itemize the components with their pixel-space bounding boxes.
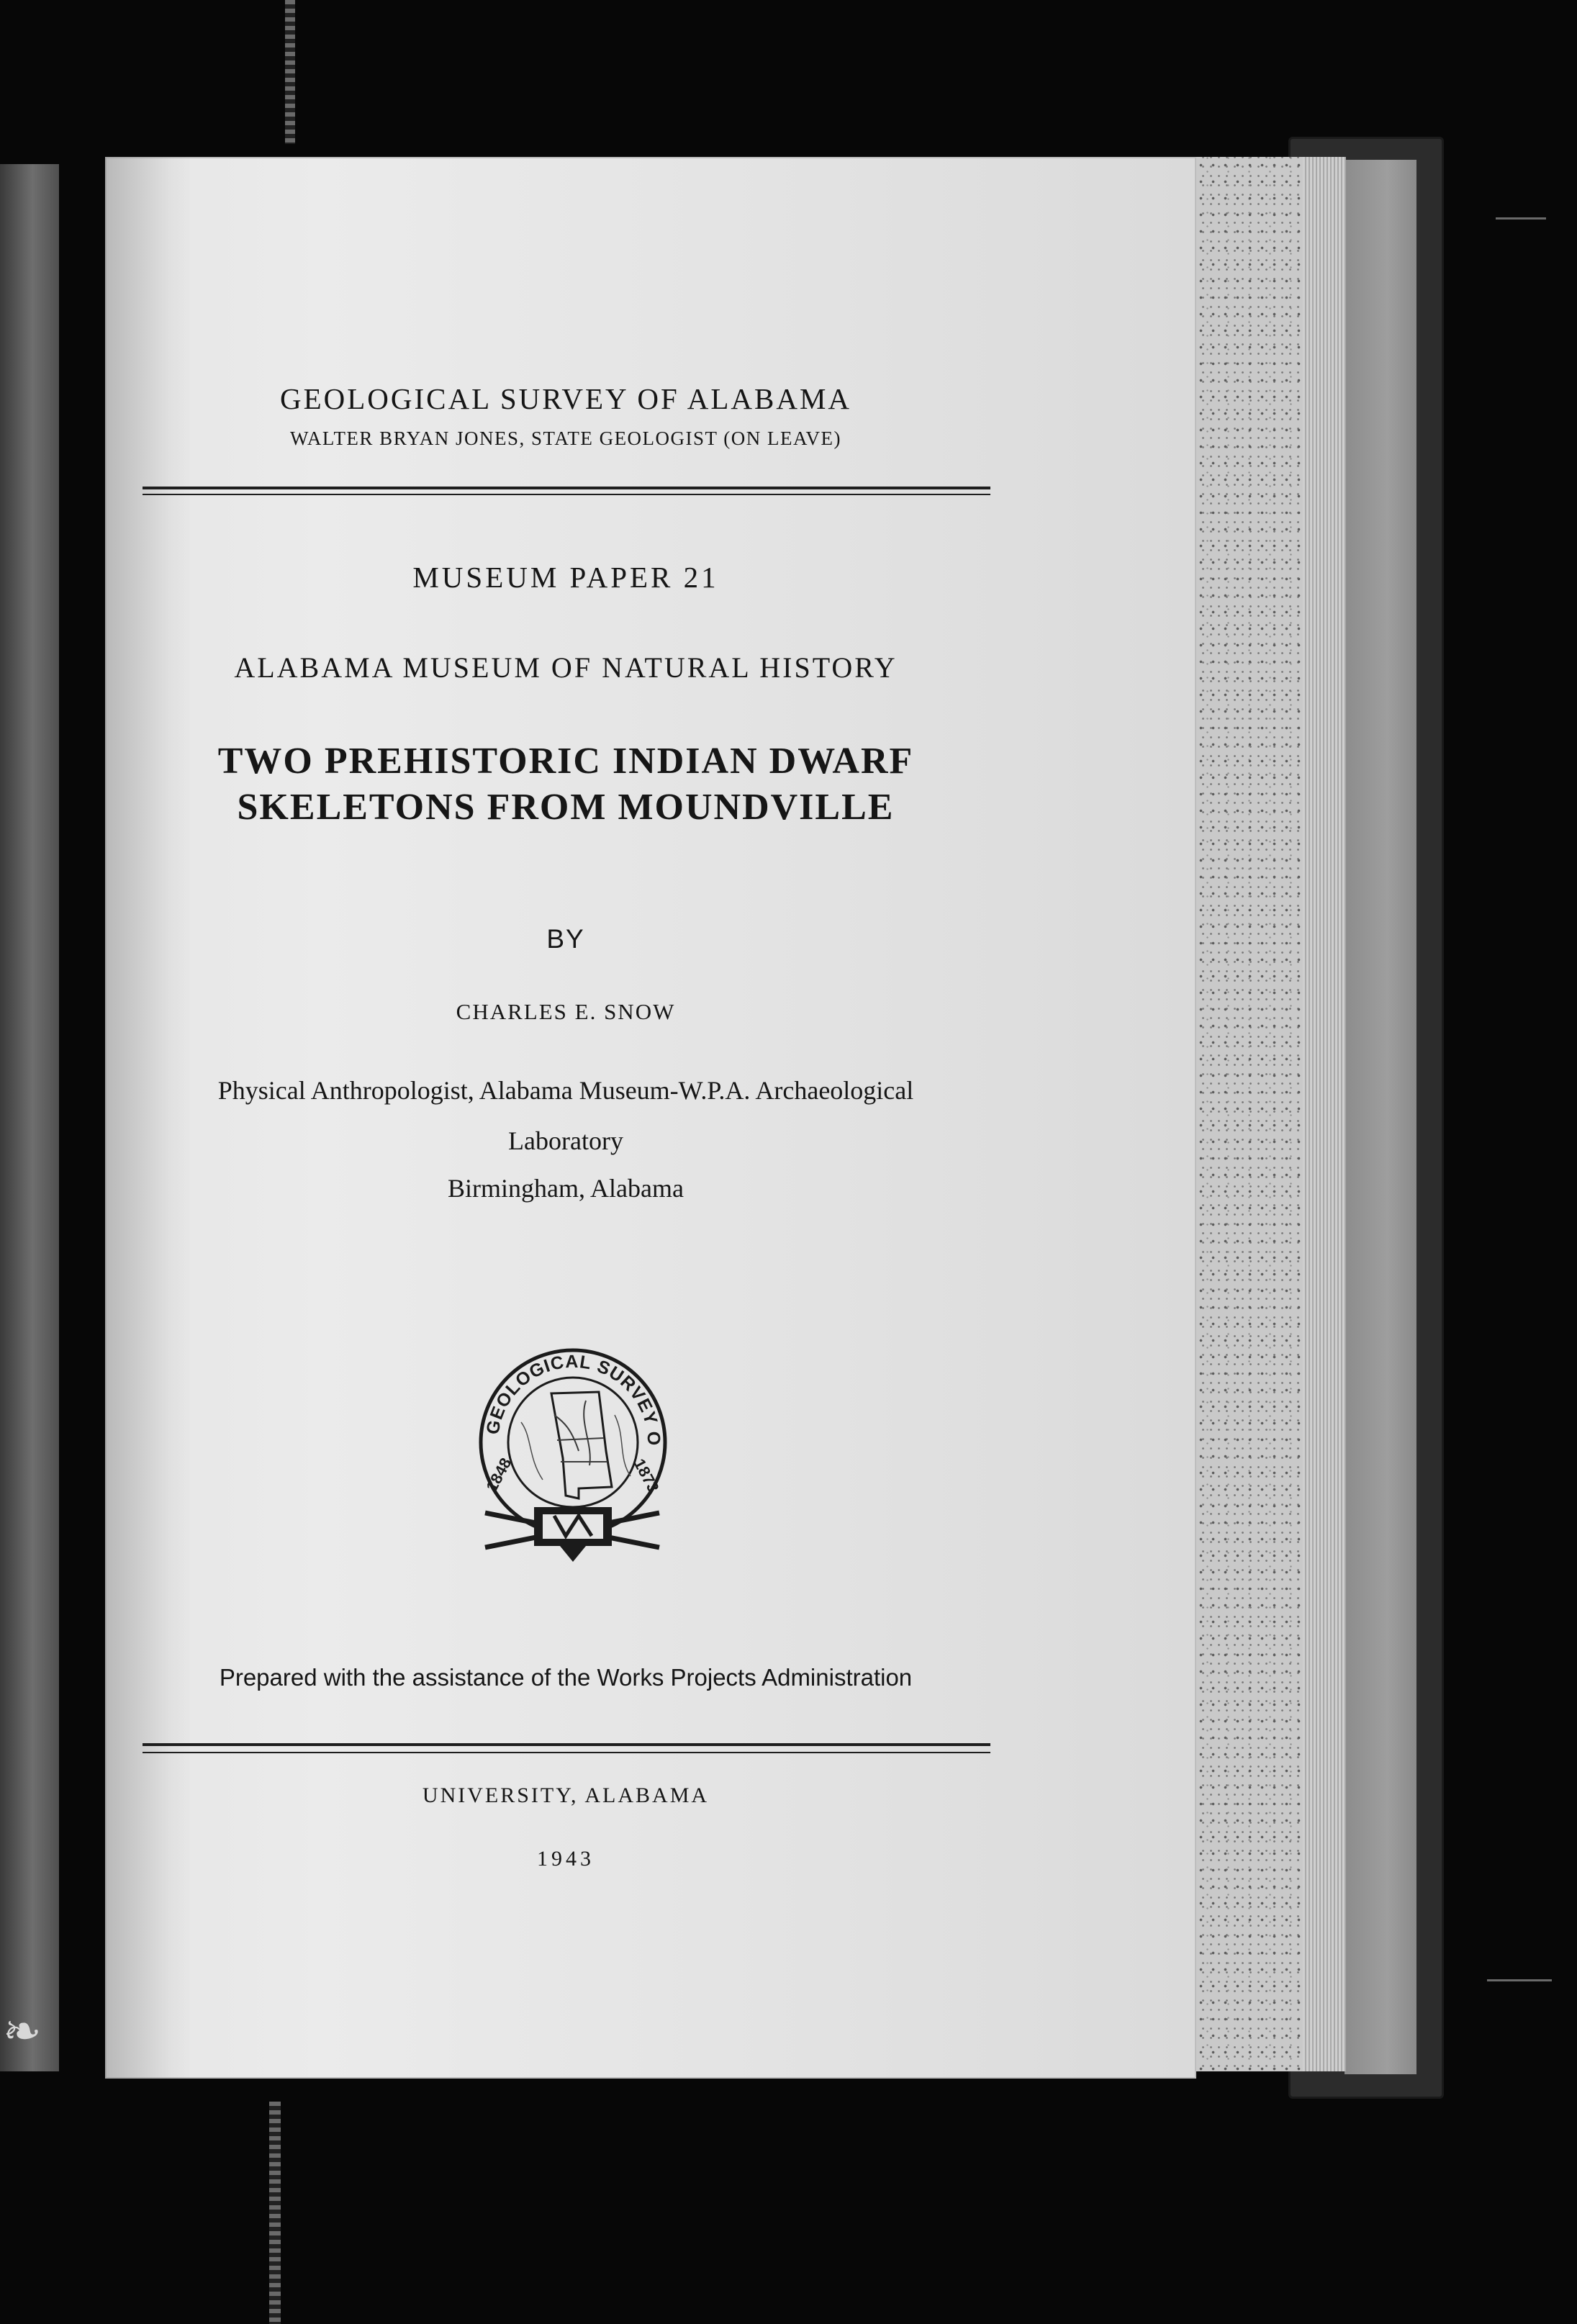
prepared-note: Prepared with the assistance of the Works Projects Administration xyxy=(219,1664,913,1691)
speckled-page-edge xyxy=(1195,157,1303,2071)
work-title-line-1: TWO PREHISTORIC INDIAN DWARF xyxy=(217,741,914,782)
cover-board-face xyxy=(1345,160,1416,2074)
top-rule-thin xyxy=(143,494,990,495)
survey-title: GEOLOGICAL SURVEY OF ALABAMA xyxy=(279,382,852,415)
seal-year-right: 1873 xyxy=(630,1455,663,1496)
survey-seal-icon xyxy=(471,1314,672,1565)
seal-year-left: 1848 xyxy=(482,1455,515,1495)
state-geologist-line: WALTER BRYAN JONES, STATE GEOLOGIST (ON LEAVE) xyxy=(289,428,842,449)
seal-arc-text: GEOLOGICAL SURVEY O xyxy=(482,1351,664,1447)
binding-thread-bottom xyxy=(269,2102,281,2324)
cover-ornament: ❧ xyxy=(3,2007,42,2057)
work-title-line-2: SKELETONS FROM MOUNDVILLE xyxy=(237,787,895,828)
affiliation-line-2: Laboratory xyxy=(508,1126,623,1155)
author-name: CHARLES E. SNOW xyxy=(456,999,676,1024)
bottom-rule-thick xyxy=(143,1743,990,1746)
title-page xyxy=(105,157,1196,2079)
by-label: BY xyxy=(546,924,585,954)
publisher-place: UNIVERSITY, ALABAMA xyxy=(422,1783,710,1807)
margin-tick xyxy=(1487,1979,1552,1981)
bottom-rule-thin xyxy=(143,1752,990,1753)
margin-tick xyxy=(1496,217,1546,220)
publication-year: 1943 xyxy=(537,1847,595,1871)
affiliation-line-1: Physical Anthropologist, Alabama Museum-W.P.A. Archaeological xyxy=(217,1076,914,1105)
top-rule-thick xyxy=(143,487,990,489)
museum-name: ALABAMA MUSEUM OF NATURAL HISTORY xyxy=(234,651,898,684)
affiliation-line-3: Birmingham, Alabama xyxy=(448,1174,684,1203)
left-cover-edge xyxy=(0,164,59,2071)
binding-thread-top xyxy=(285,0,295,144)
series-label: MUSEUM PAPER 21 xyxy=(412,561,719,594)
